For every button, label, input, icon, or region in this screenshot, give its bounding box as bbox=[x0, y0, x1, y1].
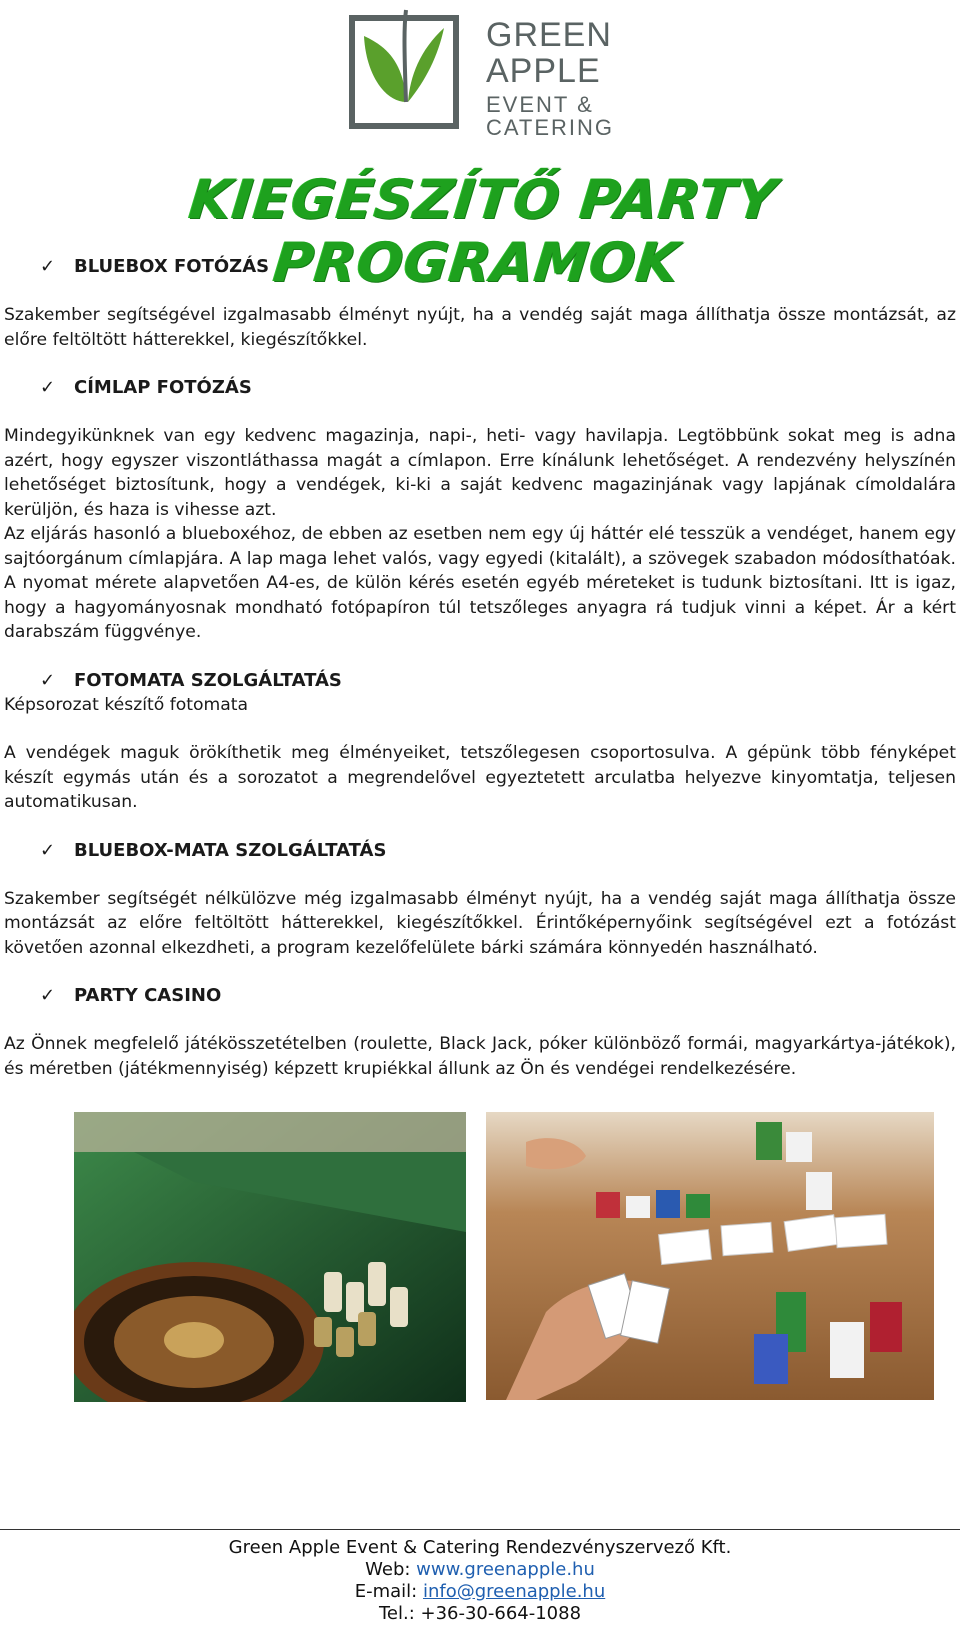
roulette-photo bbox=[74, 1112, 466, 1402]
section-heading-blueboxmata bbox=[40, 839, 956, 863]
section-heading-casino bbox=[40, 984, 956, 1008]
paragraph: Az Önnek megfelelő játékösszetételben (roulette, Black Jack, póker különböző formái, magyarkártya-játékok), és méretben (játékmennyiség) képzett krupiékkal állunk az Ön és vendégei rendelkezésére. bbox=[4, 1034, 956, 1079]
footer-divider bbox=[0, 1529, 960, 1530]
check-icon: ✓ bbox=[40, 377, 56, 398]
footer-phone: Tel.: +36-30-664-1088 bbox=[378, 1603, 582, 1624]
company-logo bbox=[346, 6, 616, 140]
paragraph: A vendégek maguk örökíthetik meg élményeiket, tetszőlegesen csoportosulva. A gépünk több fényképet készít egymás után és a sorozatot a megrendelővel egyeztetett arculatba helyezve kinyomtatja, teljesen automatikusan. bbox=[4, 743, 956, 812]
photo-row bbox=[74, 1112, 934, 1402]
logo-wordmark bbox=[486, 18, 614, 139]
email-link[interactable]: info@greenapple.hu bbox=[422, 1581, 606, 1602]
page-title: KIEGÉSZÍTŐ PARTY PROGRAMOK bbox=[186, 168, 781, 294]
document-body bbox=[4, 255, 956, 1081]
footer-web bbox=[0, 1559, 960, 1581]
logo-line-green: GREEN bbox=[486, 16, 612, 54]
footer-email bbox=[0, 1581, 960, 1603]
logo-line-catering: CATERING bbox=[486, 115, 615, 140]
apple-logo-icon bbox=[346, 6, 464, 132]
section-heading-cimlap bbox=[40, 376, 956, 400]
footer-company: Green Apple Event & Catering Rendezvényszervező Kft. bbox=[228, 1537, 732, 1558]
web-link[interactable]: www.greenapple.hu bbox=[416, 1559, 595, 1580]
heading-text: FOTOMATA SZOLGÁLTATÁS bbox=[74, 669, 342, 691]
footer bbox=[0, 1537, 960, 1625]
section-heading-bluebox bbox=[40, 255, 956, 279]
subtitle: Képsorozat készítő fotomata bbox=[4, 694, 249, 715]
paragraph: Az eljárás hasonló a blueboxéhoz, de ebben az esetben nem egy új háttér elé tesszük a vendéget, hanem egy sajtóorgánum címlapjára. A lap maga lehet valós, vagy egyedi (kitalált), a szövegek szabadon módosíthatóak. A nyomat mérete alapvetően A4-es, de külön kérés esetén egyéb méreteket is tudunk biztosítani. Itt is igaz, hogy a hagyományosnak mondható fotópapíron túl tetszőleges anyagra rá tudjuk vinni a képet. Ár a kért darabszám függvénye. bbox=[4, 524, 956, 642]
poker-photo bbox=[486, 1112, 934, 1400]
paragraph: Mindegyikünknek van egy kedvenc magazinja, napi-, heti- vagy havilapja. Legtöbbünk sokat meg is adna azért, hogy egyszer viszontláthassa magát a címlapon. Erre kínálunk lehetőséget. A rendezvény helyszínén lehetőséget biztosítunk, hogy a vendégek, ki-ki a saját kedvenc magazinjának vagy lapjának címoldalára kerüljön, és haza is vihesse azt. bbox=[4, 426, 956, 520]
check-icon: ✓ bbox=[40, 669, 56, 691]
paragraph: Szakember segítségével izgalmasabb élményt nyújt, ha a vendég saját maga állíthatja össze montázsát, az előre feltöltött hátterekkel, kiegészítőkkel. bbox=[4, 305, 956, 350]
check-icon: ✓ bbox=[40, 256, 56, 277]
logo-line-event: EVENT & bbox=[486, 92, 594, 117]
heading-text: BLUEBOX FOTÓZÁS bbox=[74, 256, 270, 277]
heading-text: CÍMLAP FOTÓZÁS bbox=[74, 377, 252, 398]
web-label: Web: bbox=[365, 1559, 417, 1580]
section-heading-fotomata bbox=[40, 669, 956, 693]
check-icon: ✓ bbox=[40, 839, 56, 861]
logo-line-apple: APPLE bbox=[486, 52, 601, 90]
email-label: E-mail: bbox=[354, 1581, 423, 1602]
check-icon: ✓ bbox=[40, 985, 56, 1006]
paragraph: Szakember segítségét nélkülözve még izgalmasabb élményt nyújt, ha a vendég saját maga állíthatja össze montázsát az előre feltöltött hátterekkel, kiegészítőkkel. Érintőképernyőink segítségével ezt a fotózást követően azonnal elkezdheti, a program kezelőfelülete bárki számára könnyedén használható. bbox=[4, 888, 956, 958]
heading-text: BLUEBOX-MATA SZOLGÁLTATÁS bbox=[74, 839, 387, 861]
heading-text: PARTY CASINO bbox=[74, 985, 222, 1006]
